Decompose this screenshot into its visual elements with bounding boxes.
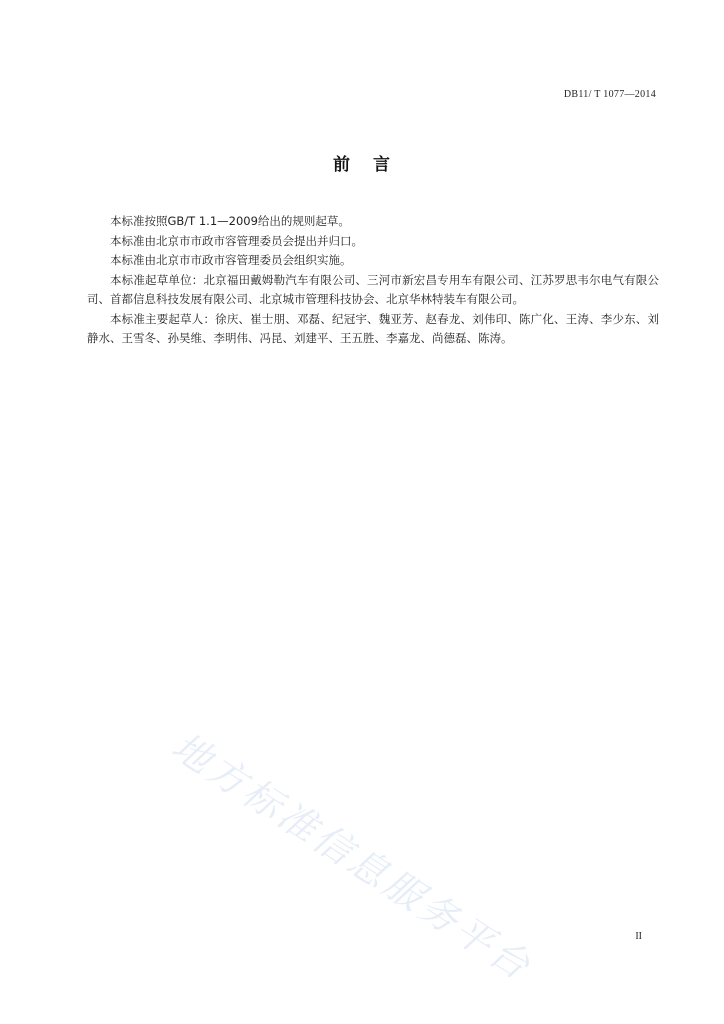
paragraph-drafting-rules: 本标准按照GB/T 1.1—2009给出的规则起草。 <box>110 214 350 228</box>
title-char-1: 前 <box>333 155 351 175</box>
standard-code: DB11/ T 1077—2014 <box>563 89 656 100</box>
paragraph-drafters: 本标准主要起草人：徐庆、崔士朋、邓磊、纪冠宇、魏亚芳、赵春龙、刘伟印、陈广化、王涛、李少东、刘静水、王雪冬、孙昊维、李明伟、冯昆、刘建平、王五胜、李嘉龙、尚德磊、陈涛。 <box>87 311 659 345</box>
title-char-2: 言 <box>373 155 391 175</box>
paragraph-implementer: 本标准由北京市市政市容管理委员会组织实施。 <box>110 253 352 267</box>
paragraph-drafting-units: 本标准起草单位：北京福田戴姆勒汽车有限公司、三河市新宏昌专用车有限公司、江苏罗思韦尔电气有限公司、首都信息科技发展有限公司、北京城市管理科技协会、北京华林特装车有限公司。 <box>87 272 659 306</box>
page-title <box>0 150 724 175</box>
watermark: 地方标准信息服务平台 <box>164 723 541 990</box>
paragraph-proposer: 本标准由北京市市政市容管理委员会提出并归口。 <box>110 233 363 248</box>
page-number: II <box>635 931 642 942</box>
foreword-body <box>87 212 659 349</box>
